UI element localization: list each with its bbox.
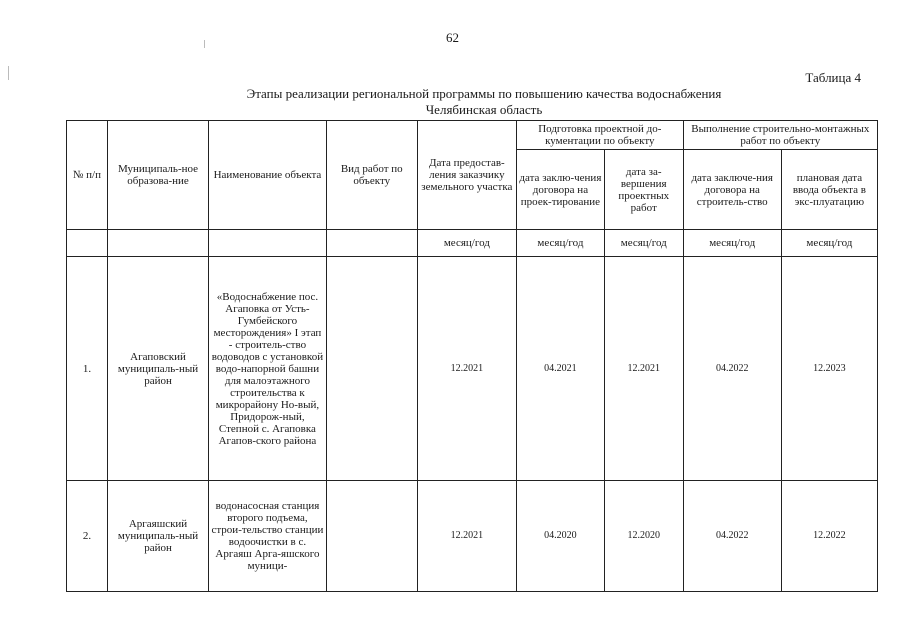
row-land-date: 12.2021 <box>417 257 516 481</box>
page-number: 62 <box>446 30 459 45</box>
header-design-completion: дата за-вершения проектных работ <box>604 150 683 230</box>
units-empty-cell <box>326 229 417 256</box>
units-row <box>67 229 878 256</box>
row-design-completion: 12.2021 <box>604 257 683 481</box>
table-row <box>67 257 878 481</box>
row-municipality: Аргаяшский муниципаль-ный район <box>107 481 208 592</box>
unit-construction-contract: месяц/год <box>683 229 781 256</box>
units-empty-cell <box>107 229 208 256</box>
header-row-1 <box>67 121 878 150</box>
row-municipality: Агаповский муниципаль-ный район <box>107 257 208 481</box>
row-number: 2. <box>67 481 108 592</box>
row-number: 1. <box>67 257 108 481</box>
table-title <box>0 86 905 118</box>
row-design-contract: 04.2021 <box>516 257 604 481</box>
header-design-group: Подготовка проектной до-кументации по объекту <box>516 121 683 150</box>
row-object-name: водонасосная станция второго подъема, строи-тельство станции водоочистки в с. Аргаяш Арга-яшского муници- <box>209 481 327 592</box>
row-construction-contract: 04.2022 <box>683 257 781 481</box>
row-work-type <box>326 481 417 592</box>
table-row <box>67 481 878 592</box>
table-label: Таблица 4 <box>805 70 861 85</box>
unit-design-contract: месяц/год <box>516 229 604 256</box>
title-line-2: Челябинская область <box>425 102 543 117</box>
row-commissioning: 12.2022 <box>781 481 877 592</box>
unit-design-completion: месяц/год <box>604 229 683 256</box>
scan-mark <box>204 40 205 48</box>
header-municipality: Муниципаль-ное образова-ние <box>107 121 208 230</box>
header-construction-contract: дата заключе-ния договора на строитель-ство <box>683 150 781 230</box>
row-work-type <box>326 257 417 481</box>
row-design-completion: 12.2020 <box>604 481 683 592</box>
unit-commissioning: месяц/год <box>781 229 877 256</box>
units-empty-cell <box>209 229 327 256</box>
header-design-contract: дата заклю-чения договора на проек-тирование <box>516 150 604 230</box>
stages-table <box>66 120 878 592</box>
units-empty-cell <box>67 229 108 256</box>
row-design-contract: 04.2020 <box>516 481 604 592</box>
row-land-date: 12.2021 <box>417 481 516 592</box>
row-object-name: «Водоснабжение пос. Агаповка от Усть-Гумбейского месторождения» I этап - строитель-ство водоводов с установкой водо-напорной башни для малоэтажного строительства к микрорайону Но-вый, Придорож-ный, Степной с. Агаповка Агапов-ского района <box>209 257 327 481</box>
header-object-name: Наименование объекта <box>209 121 327 230</box>
header-num: № п/п <box>67 121 108 230</box>
row-commissioning: 12.2023 <box>781 257 877 481</box>
header-commissioning: плановая дата ввода объекта в экс-плуатацию <box>781 150 877 230</box>
unit-land-date: месяц/год <box>417 229 516 256</box>
header-construction-group: Выполнение строительно-монтажных работ по объекту <box>683 121 877 150</box>
row-construction-contract: 04.2022 <box>683 481 781 592</box>
scan-mark <box>8 66 9 80</box>
title-line-1: Этапы реализации региональной программы по повышению качества водоснабжения <box>246 86 722 101</box>
header-work-type: Вид работ по объекту <box>326 121 417 230</box>
header-land-date: Дата предостав-ления заказчику земельного участка <box>417 121 516 230</box>
